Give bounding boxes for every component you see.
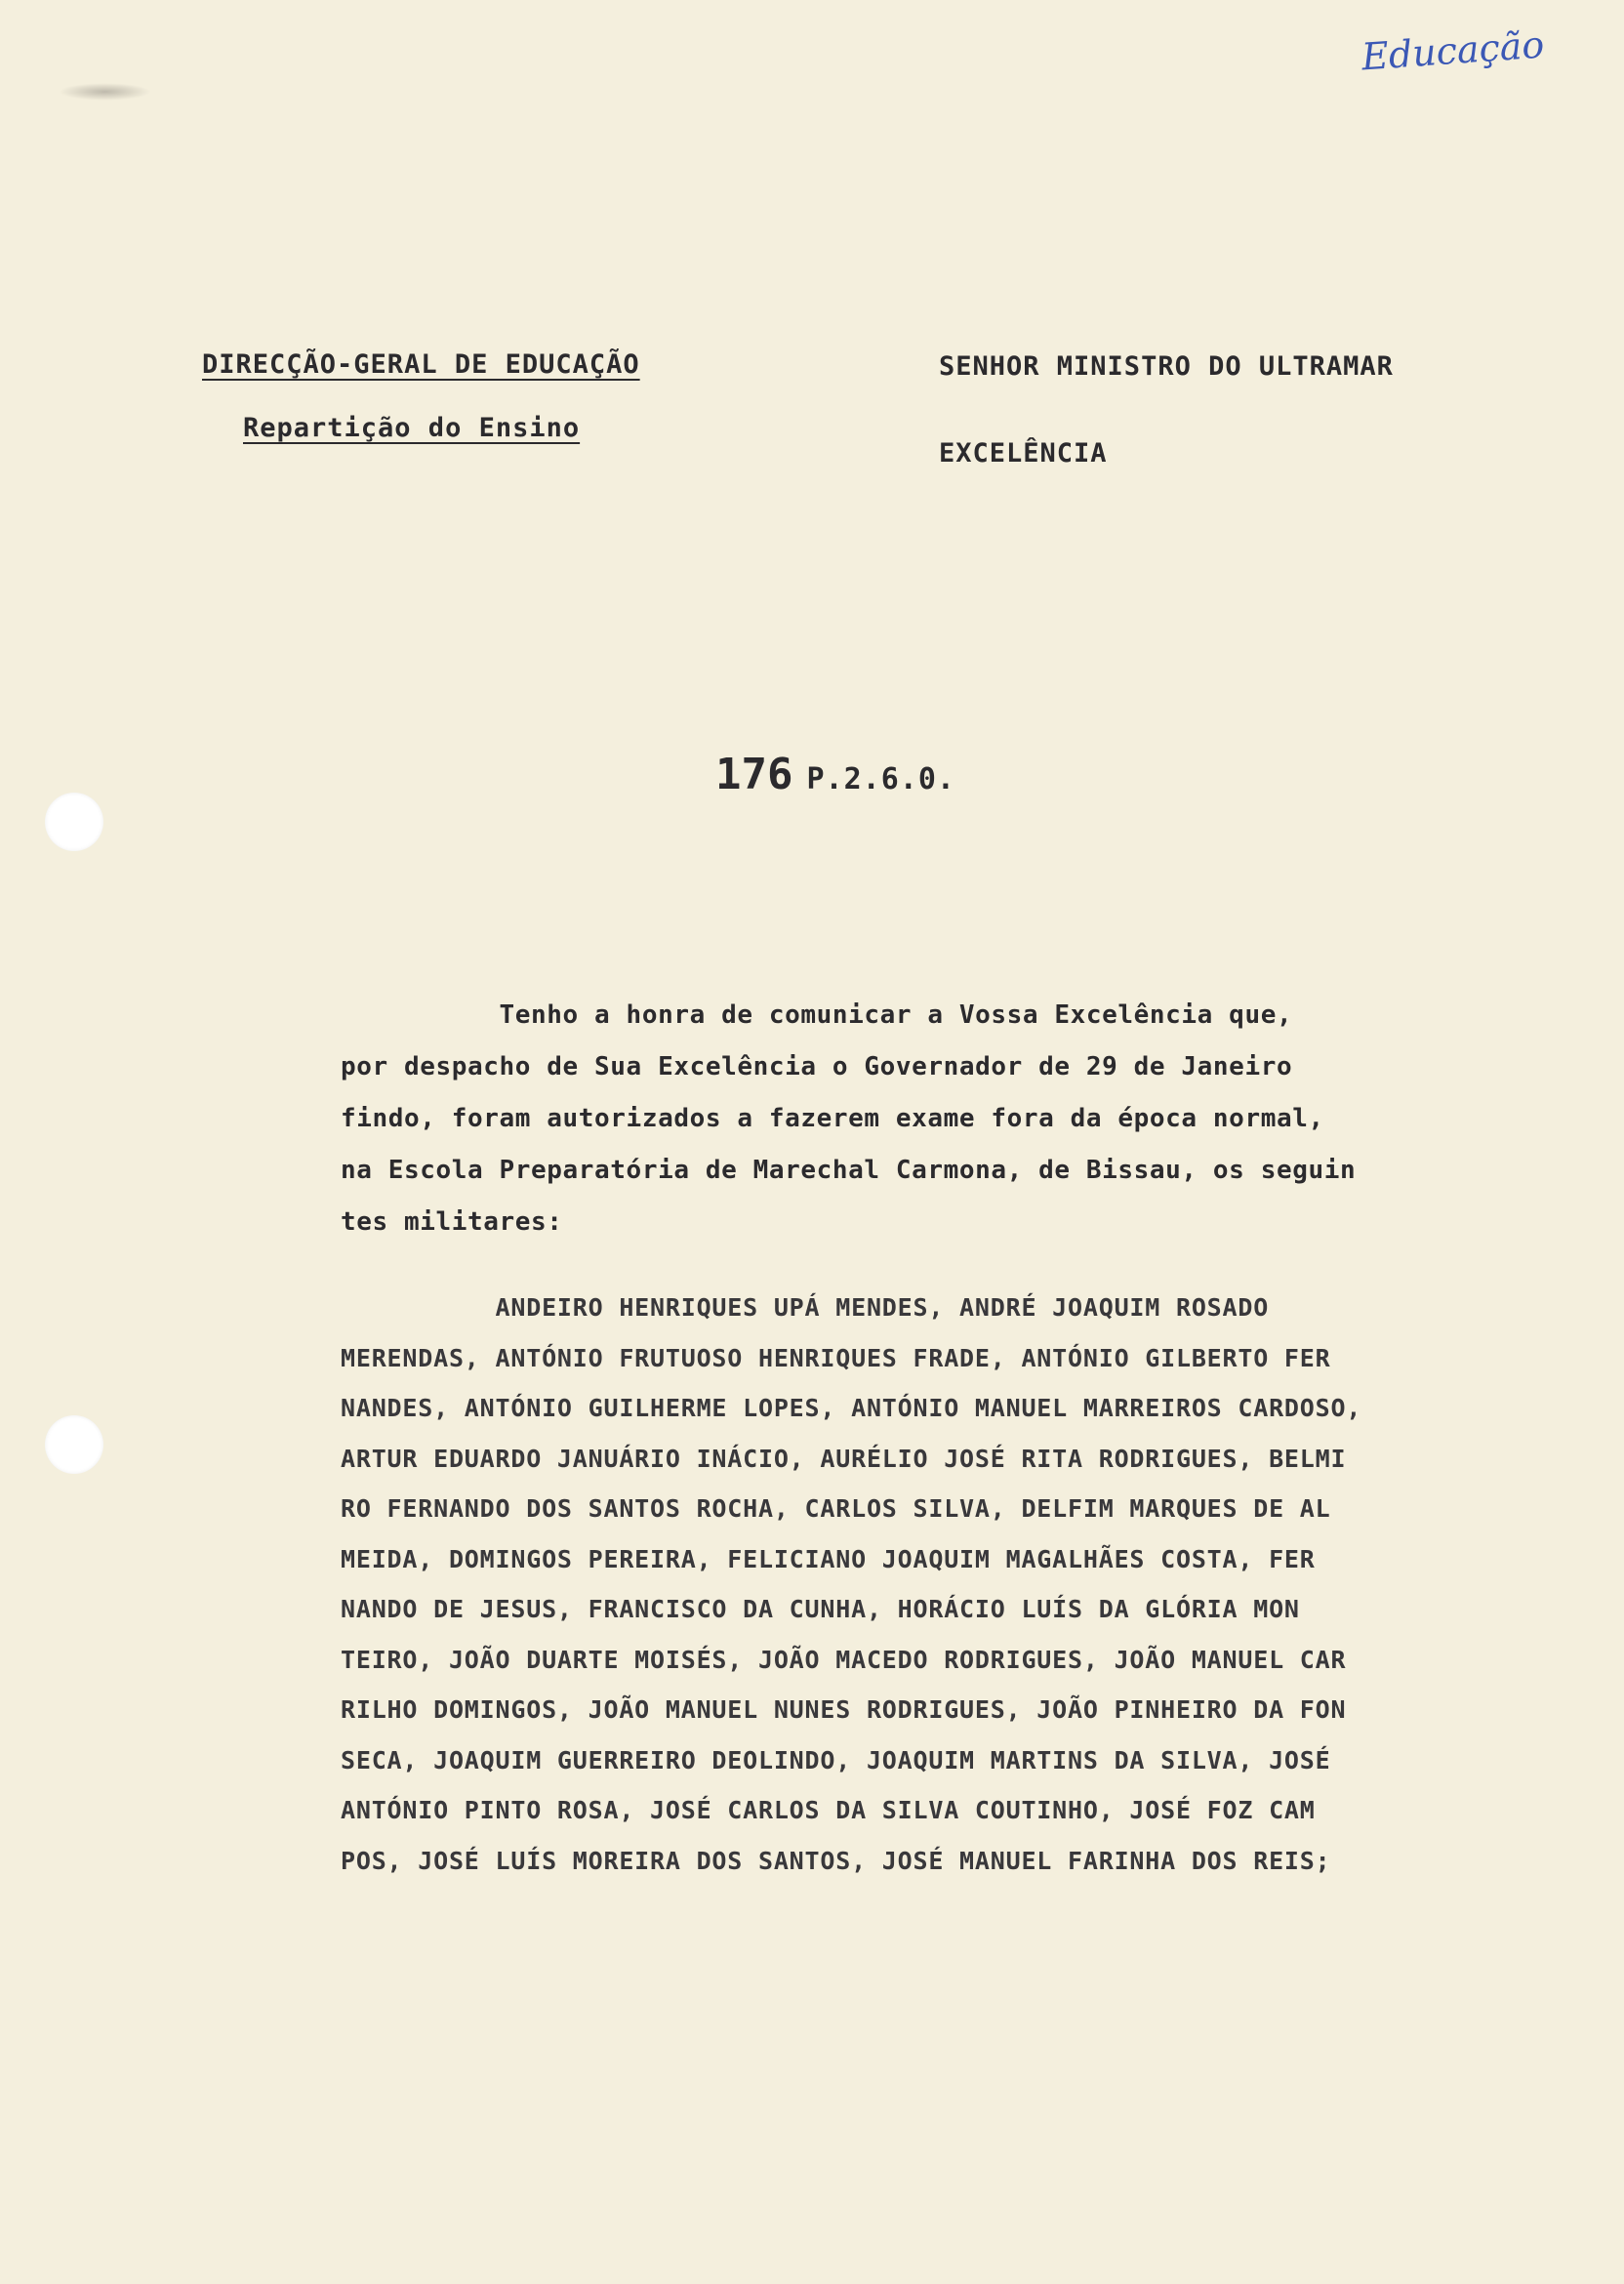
body-line: Tenho a honra de comunicar a Vossa Excelência que, bbox=[341, 1000, 1293, 1030]
reference-number: 176 bbox=[715, 750, 793, 799]
punch-hole-top bbox=[45, 793, 103, 851]
names-line: ARTUR EDUARDO JANUÁRIO INÁCIO, AURÉLIO JOSÉ RITA RODRIGUES, BELMI bbox=[341, 1444, 1347, 1473]
body-line: na Escola Preparatória de Marechal Carmona, de Bissau, os seguin bbox=[341, 1156, 1357, 1185]
names-line: RO FERNANDO DOS SANTOS ROCHA, CARLOS SILVA, DELFIM MARQUES DE AL bbox=[341, 1494, 1331, 1523]
names-line: ANDEIRO HENRIQUES UPÁ MENDES, ANDRÉ JOAQUIM ROSADO bbox=[341, 1293, 1270, 1322]
department-name: DIRECÇÃO-GERAL DE EDUCAÇÃO bbox=[202, 349, 640, 380]
names-list bbox=[341, 1283, 1609, 1886]
ink-smudge bbox=[59, 83, 151, 101]
names-line: NANDO DE JESUS, FRANCISCO DA CUNHA, HORÁCIO LUÍS DA GLÓRIA MON bbox=[341, 1595, 1300, 1623]
names-line: POS, JOSÉ LUÍS MOREIRA DOS SANTOS, JOSÉ MANUEL FARINHA DOS REIS; bbox=[341, 1846, 1331, 1875]
names-line: MEIDA, DOMINGOS PEREIRA, FELICIANO JOAQUIM MAGALHÃES COSTA, FER bbox=[341, 1544, 1316, 1573]
names-line: RILHO DOMINGOS, JOÃO MANUEL NUNES RODRIGUES, JOÃO PINHEIRO DA FON bbox=[341, 1695, 1347, 1724]
section-name: Repartição do Ensino bbox=[243, 413, 581, 443]
body-line: por despacho de Sua Excelência o Governador de 29 de Janeiro bbox=[341, 1052, 1293, 1081]
salutation: EXCELÊNCIA bbox=[939, 438, 1108, 469]
reference-code: P.2.6.0. bbox=[806, 762, 955, 796]
names-line: NANDES, ANTÓNIO GUILHERME LOPES, ANTÓNIO MANUEL MARREIROS CARDOSO, bbox=[341, 1394, 1362, 1422]
letterhead-right bbox=[939, 353, 1394, 467]
body-paragraph bbox=[341, 990, 1600, 1248]
names-line: ANTÓNIO PINTO ROSA, JOSÉ CARLOS DA SILVA COUTINHO, JOSÉ FOZ CAM bbox=[341, 1796, 1316, 1824]
letterhead-left bbox=[202, 351, 640, 441]
addressee: SENHOR MINISTRO DO ULTRAMAR bbox=[939, 351, 1394, 382]
document-reference bbox=[715, 750, 955, 799]
names-line: MERENDAS, ANTÓNIO FRUTUOSO HENRIQUES FRADE, ANTÓNIO GILBERTO FER bbox=[341, 1343, 1331, 1372]
punch-hole-bottom bbox=[45, 1415, 103, 1474]
names-line: SECA, JOAQUIM GUERREIRO DEOLINDO, JOAQUIM MARTINS DA SILVA, JOSÉ bbox=[341, 1745, 1331, 1774]
body-line: tes militares: bbox=[341, 1207, 563, 1237]
body-line: findo, foram autorizados a fazerem exame fora da época normal, bbox=[341, 1104, 1324, 1133]
names-line: TEIRO, JOÃO DUARTE MOISÉS, JOÃO MACEDO RODRIGUES, JOÃO MANUEL CAR bbox=[341, 1645, 1347, 1674]
handwritten-annotation: Educação bbox=[1360, 22, 1546, 79]
